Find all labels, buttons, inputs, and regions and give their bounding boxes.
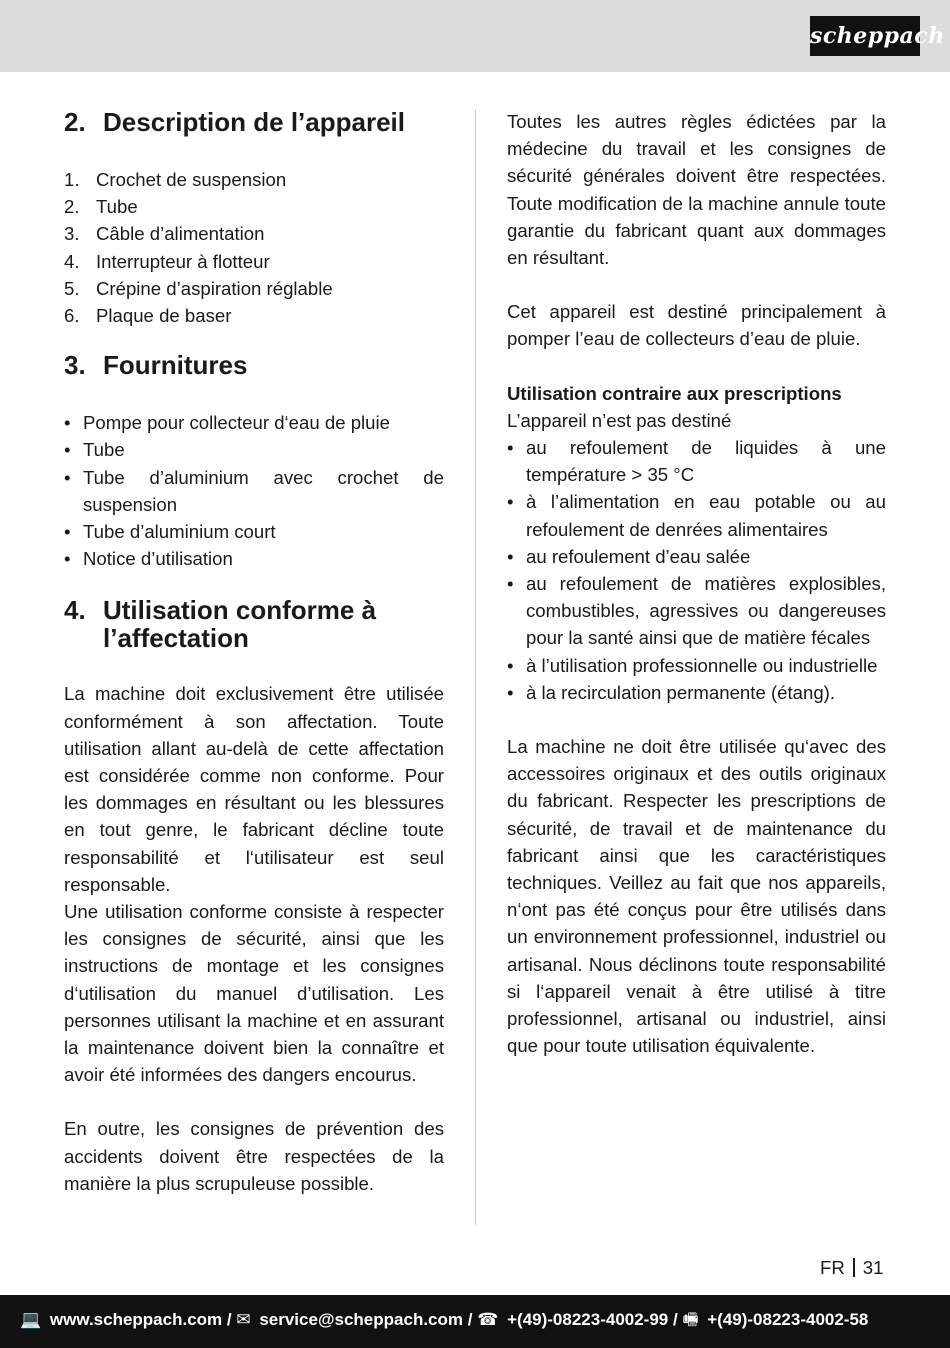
paragraph: La machine ne doit être utilisée qu‘avec des accessoires originaux et des outils originaux du fabricant. Respecter les prescriptions de sécurité, de travail et de maintenance du fabricant ainsi que les caractéristiques techniques. Veillez au fait que nos appareils, n‘ont pas été conçus pour être utilisés dans un environnement professionnel, industriel ou artisanal. Nous déclinons toute responsabilité si l‘appareil venait à être utilisé à titre professionnel, artisanal ou industriel, ainsi que pour toute utilisation équivalente. xyxy=(507,736,886,1057)
list-item: • Pompe pour collecteur d‘eau de pluie xyxy=(64,412,390,434)
list-item: 1. Crochet de suspension xyxy=(64,169,287,190)
parts-list xyxy=(64,166,444,329)
phone-icon: ☎ xyxy=(477,1310,499,1329)
scheppach-logo: scheppach xyxy=(810,16,920,56)
list-item: • à l’utilisation professionnelle ou industrielle xyxy=(507,654,878,676)
list-item: • Tube d’aluminium avec crochet de suspension xyxy=(64,466,444,515)
fax-number: +(49)-08223-4002-58 xyxy=(707,1310,869,1329)
page-number-value: 31 xyxy=(862,1257,884,1278)
column-divider xyxy=(475,110,476,1225)
section-2-heading: 2. Description de l’appareil xyxy=(64,107,405,137)
list-item: 3. Câble d’alimentation xyxy=(64,223,265,245)
section-3-heading: 3. Fournitures xyxy=(64,350,248,381)
left-column xyxy=(64,108,444,1197)
footer-bar xyxy=(0,1295,950,1348)
supply-list xyxy=(64,409,444,572)
list-item: 4. Interrupteur à flotteur xyxy=(64,250,270,272)
paragraph: En outre, les consignes de prévention des accidents doivent être respectées de la manière la plus scrupuleuse possible. xyxy=(64,1118,444,1194)
list-item: • Tube xyxy=(64,439,125,461)
paragraph: Cet appareil est destiné principalement à pomper l’eau de collecteurs d’eau de pluie. xyxy=(507,301,886,350)
list-item: • au refoulement de liquides à une température > 35 °C xyxy=(507,437,886,486)
right-column xyxy=(507,108,886,1060)
list-item: • à l’alimentation en eau potable ou au refoulement de denrées alimentaires xyxy=(507,491,886,540)
list-item: • Notice d’utilisation xyxy=(64,548,233,570)
list-item: 2. Tube xyxy=(64,196,138,218)
list-item: • au refoulement de matières explosibles, combustibles, agressives ou dangereuses pour la santé ainsi que de matière fécales xyxy=(507,573,886,649)
list-item: 5. Crépine d’aspiration réglable xyxy=(64,277,333,299)
paragraph: Toutes les autres règles édictées par la médecine du travail et les consignes de sécurité générales doivent être respectées. Toute modification de la machine annule toute garantie du fabricant quant aux dommages en résultant. xyxy=(507,111,886,269)
language-code: FR xyxy=(820,1257,845,1278)
misuse-list xyxy=(507,434,886,706)
list-item: • au refoulement d’eau salée xyxy=(507,545,751,567)
list-item: • Tube d’aluminium court xyxy=(64,521,276,543)
misuse-heading: Utilisation contraire aux prescriptions xyxy=(507,382,842,404)
paragraph: Une utilisation conforme consiste à respecter les consignes de sécurité, ainsi que les instructions de montage et les consignes d‘utilisation du manuel d’utilisation. Les personnes utilisant la machine et en assurant la maintenance doivent bien la connaître et avoir été informées des dangers encourus. xyxy=(64,901,444,1086)
mail-icon: ✉ xyxy=(236,1310,251,1329)
header-bar xyxy=(0,0,950,72)
section-4-heading: 4. Utilisation conforme à l’affectation xyxy=(64,595,377,654)
separator xyxy=(853,1258,855,1277)
paragraph: La machine doit exclusivement être utilisée conformément à son affectation. Toute utilisation allant au-delà de cette affectation est considérée comme non conforme. Pour les dommages en résultant ou les blessures en tout genre, le fabricant décline toute responsabilité et l‘utilisateur est seul responsable. xyxy=(64,683,444,895)
list-item: • à la recirculation permanente (étang). xyxy=(507,681,836,703)
page-number xyxy=(820,1256,883,1280)
website-link[interactable]: www.scheppach.com / xyxy=(49,1310,232,1329)
email-link[interactable]: service@scheppach.com / xyxy=(259,1310,473,1329)
fax-icon: 🖷 xyxy=(682,1310,699,1329)
list-item: 6. Plaque de baser xyxy=(64,305,232,327)
phone-number: +(49)-08223-4002-99 / xyxy=(507,1310,678,1329)
computer-icon: 💻 xyxy=(20,1310,42,1329)
misuse-intro: L’appareil n’est pas destiné xyxy=(507,409,732,431)
